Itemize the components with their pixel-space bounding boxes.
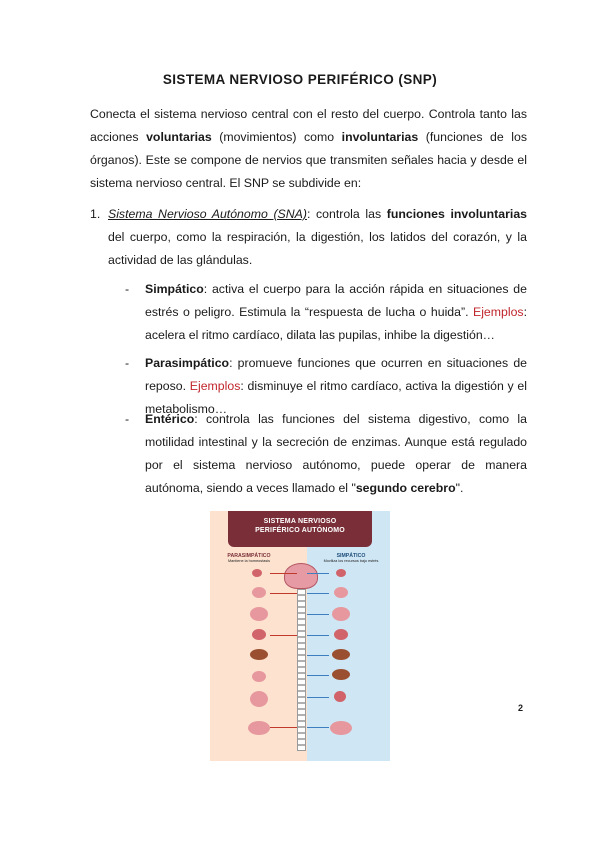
enterico-text-1: : controla las funciones del sistema digestivo, como la motilidad intestinal y la secreción de enzimas. Aunque está regulado por el sistema nervioso autónomo, puede operar de manera autónoma, siendo a veces llamado el " — [145, 412, 527, 495]
subitem-simpatico — [125, 278, 527, 347]
liver-icon — [332, 669, 350, 680]
nerve-line — [307, 697, 329, 698]
intro-paragraph — [90, 103, 527, 195]
heart-icon — [252, 629, 266, 640]
pancreas-icon — [252, 671, 266, 682]
parasimpatico-text-2: : disminuye el ritmo cardíaco, activa la digestión y el metabolismo… — [145, 379, 528, 416]
eye-icon — [336, 569, 346, 577]
parasympathetic-title: PARASIMPÁTICO — [227, 553, 271, 559]
intro-text-1: Conecta el sistema nervioso central con el resto del cuerpo. Controla tanto las acciones — [90, 107, 527, 144]
enterico-text-2: ". — [455, 481, 464, 495]
salivary-gland-icon — [252, 587, 266, 598]
brain-icon — [284, 563, 318, 589]
salivary-gland-icon — [334, 587, 348, 598]
sympathetic-subtitle: Moviliza los recursos bajo estrés — [323, 559, 379, 563]
nerve-line — [307, 655, 329, 656]
bullet-dash: - — [125, 412, 130, 426]
infographic-title-line2: PERIFÉRICO AUTÓNOMO — [255, 527, 345, 534]
term-simpatico: Simpático — [145, 282, 204, 296]
parasimpatico-text-1: : promueve funciones que ocurren en situaciones de reposo. — [145, 356, 527, 393]
nerve-line — [307, 675, 329, 676]
nerve-line — [270, 573, 297, 574]
lungs-icon — [250, 607, 268, 621]
intro-bold-involuntarias: involuntarias — [341, 130, 419, 144]
page-title: SISTEMA NERVIOSO PERIFÉRICO (SNP) — [162, 72, 438, 87]
term-parasimpatico: Parasimpático — [145, 356, 230, 370]
nerve-line — [307, 727, 329, 728]
segundo-cerebro-bold: segundo cerebro — [355, 481, 456, 495]
sympathetic-title: SIMPÁTICO — [336, 553, 366, 559]
reproductive-organs-icon — [330, 721, 352, 735]
stomach-icon — [250, 649, 268, 660]
lungs-icon — [332, 607, 350, 621]
intro-text-3: (funciones de los órganos). Este se compone de nervios que transmiten señales hacia y desde el sistema nervioso central. El SNP se subdivide en: — [90, 130, 528, 190]
parasympathetic-subtitle: Mantiene la homeostasis — [228, 559, 270, 563]
bullet-dash: - — [125, 356, 130, 370]
reproductive-organs-icon — [248, 721, 270, 735]
eye-icon — [252, 569, 262, 577]
spinal-cord-icon — [297, 589, 306, 751]
infographic-title — [228, 517, 372, 535]
list-item-sna — [90, 203, 527, 272]
intro-bold-voluntarias: voluntarias — [146, 130, 212, 144]
kidney-icon — [334, 691, 346, 702]
infographic-title-line1: SISTEMA NERVIOSO — [263, 518, 337, 525]
nerve-line — [270, 593, 297, 594]
nerve-line — [307, 614, 329, 615]
term-enterico: Entérico — [145, 412, 195, 426]
stomach-icon — [332, 649, 350, 660]
nerve-line — [270, 635, 297, 636]
intro-text-2: (movimientos) como — [211, 130, 342, 144]
sna-text-1: : controla las — [306, 207, 387, 221]
ejemplos-label: Ejemplos — [189, 379, 241, 393]
page-number: 2 — [518, 703, 524, 713]
nerve-line — [270, 727, 297, 728]
sna-bold: funciones involuntarias — [386, 207, 527, 221]
intestine-icon — [250, 691, 268, 707]
sna-text-2: del cuerpo, como la respiración, la digestión, los latidos del corazón, y la actividad de las glándulas. — [108, 230, 527, 267]
sna-heading: Sistema Nervioso Autónomo (SNA) — [108, 207, 307, 221]
simpatico-text-1: : activa el cuerpo para la acción rápida en situaciones de estrés o peligro. Estimula la “respuesta de lucha o huida”. — [145, 282, 527, 319]
list-number: 1. — [90, 207, 101, 221]
nerve-line — [307, 593, 329, 594]
nerve-line — [307, 635, 329, 636]
autonomic-nervous-system-infographic — [210, 511, 390, 761]
bullet-dash: - — [125, 282, 130, 296]
heart-icon — [334, 629, 348, 640]
subitem-enterico — [125, 408, 527, 500]
nerve-line — [307, 573, 329, 574]
simpatico-text-2: : acelera el ritmo cardíaco, dilata las pupilas, inhibe la digestión… — [145, 305, 527, 342]
ejemplos-label: Ejemplos — [473, 305, 524, 319]
